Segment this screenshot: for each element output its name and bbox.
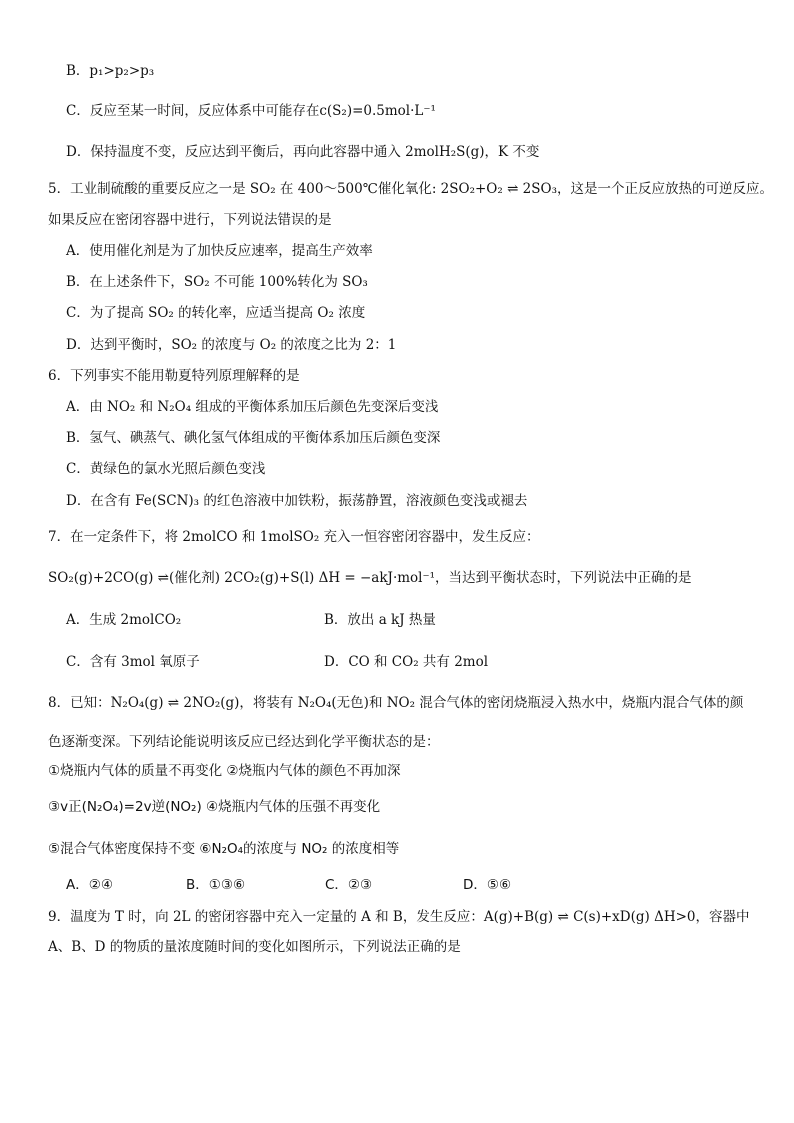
q6-option-b: B．氢气、碘蒸气、碘化氢气体组成的平衡体系加压后颜色变深 (66, 430, 441, 446)
q6-option-c: C．黄绿色的氯水光照后颜色变浅 (66, 461, 266, 477)
q8-statements-1-2: ①烧瓶内气体的质量不再变化 ②烧瓶内气体的颜色不再加深 (48, 763, 401, 779)
q8-stem-line-1: 8．已知：N₂O₄(g) ⇌ 2NO₂(g)，将装有 N₂O₄(无色)和 NO₂ 混合气体的密闭烧瓶浸入热水中，烧瓶内混合气体的颜 (48, 695, 744, 711)
q7-equation-line: SO₂(g)+2CO(g) ⇌(催化剂) 2CO₂(g)+S(l) ΔH = −akJ·mol⁻¹，当达到平衡状态时，下列说法中正确的是 (48, 570, 692, 586)
q4-option-b: B．p₁>p₂>p₃ (66, 63, 155, 79)
q5-option-b: B．在上述条件下，SO₂ 不可能 100%转化为 SO₃ (66, 274, 368, 290)
q7-stem-line-1: 7．在一定条件下，将 2molCO 和 1molSO₂ 充入一恒容密闭容器中，发生反应： (48, 529, 540, 545)
q8-option-a: A．②④ (66, 877, 113, 893)
q7-option-b: B．放出 a kJ 热量 (324, 612, 436, 628)
q5-option-d: D．达到平衡时，SO₂ 的浓度与 O₂ 的浓度之比为 2：1 (66, 337, 397, 353)
q8-stem-line-2: 色逐渐变深。下列结论能说明该反应已经达到化学平衡状态的是： (48, 734, 440, 750)
q6-stem: 6．下列事实不能用勒夏特列原理解释的是 (48, 368, 300, 384)
q9-stem-line-2: A、B、D 的物质的量浓度随时间的变化如图所示，下列说法正确的是 (48, 939, 461, 955)
q8-option-d: D．⑤⑥ (463, 877, 512, 893)
q8-statements-5-6: ⑤混合气体密度保持不变 ⑥N₂O₄的浓度与 NO₂ 的浓度相等 (48, 841, 400, 857)
q8-option-c: C．②③ (325, 877, 373, 893)
q7-option-a: A．生成 2molCO₂ (66, 612, 182, 628)
q6-option-d: D．在含有 Fe(SCN)₃ 的红色溶液中加铁粉，振荡静置，溶液颜色变浅或褪去 (66, 493, 528, 509)
q8-option-b: B．①③⑥ (186, 877, 246, 893)
q4-option-c: C．反应至某一时间，反应体系中可能存在c(S₂)=0.5mol·L⁻¹ (66, 103, 436, 119)
q4-option-d: D．保持温度不变，反应达到平衡后，再向此容器中通入 2molH₂S(g)，K 不变 (66, 144, 540, 160)
q7-option-d: D．CO 和 CO₂ 共有 2mol (324, 654, 489, 670)
q7-option-c: C．含有 3mol 氧原子 (66, 654, 200, 670)
q6-option-a: A．由 NO₂ 和 N₂O₄ 组成的平衡体系加压后颜色先变深后变浅 (66, 399, 439, 415)
q5-stem-line-2: 如果反应在密闭容器中进行，下列说法错误的是 (48, 212, 332, 228)
q5-stem-line-1: 5．工业制硫酸的重要反应之一是 SO₂ 在 400～500℃催化氧化: 2SO₂+O₂ ⇌ 2SO₃，这是一个正反应放热的可逆反应。 (48, 181, 773, 197)
q5-option-a: A．使用催化剂是为了加快反应速率，提高生产效率 (66, 243, 373, 259)
q9-stem-line-1: 9．温度为 T 时，向 2L 的密闭容器中充入一定量的 A 和 B，发生反应：A(g)+B(g) ⇌ C(s)+xD(g) ΔH>0，容器中 (48, 909, 750, 925)
q5-option-c: C．为了提高 SO₂ 的转化率，应适当提高 O₂ 浓度 (66, 305, 366, 321)
q8-statements-3-4: ③v正(N₂O₄)=2v逆(NO₂) ④烧瓶内气体的压强不再变化 (48, 799, 381, 815)
